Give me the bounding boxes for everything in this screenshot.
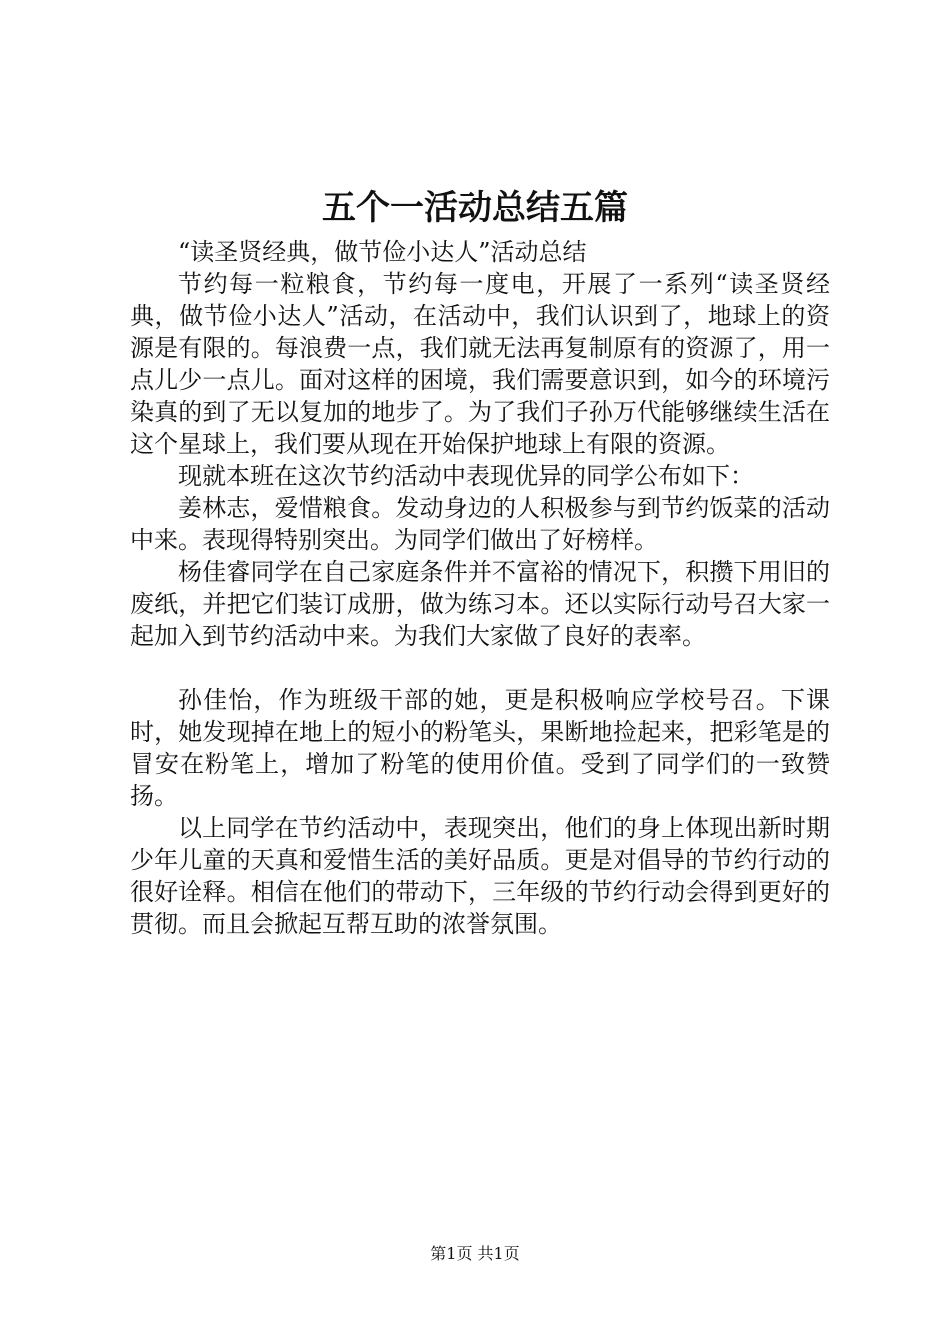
paragraph-student-1: 姜林志，爱惜粮食。发动身边的人积极参与到节约饭菜的活动中来。表现得特别突出。为同学们做出了好榜样。 bbox=[130, 494, 830, 554]
page-footer: 第1页 共1页 bbox=[430, 1244, 520, 1263]
paragraph-conclusion: 以上同学在节约活动中，表现突出，他们的身上体现出新时期少年儿童的天真和爱惜生活的美好品质。更是对倡导的节约行动的很好诠释。相信在他们的带动下，三年级的节约行动会得到更好的贯彻。而且会掀起互帮互助的浓誉氛围。 bbox=[130, 814, 830, 938]
paragraph-student-3: 孙佳怡，作为班级干部的她，更是积极响应学校号召。下课时，她发现掉在地上的短小的粉笔头，果断地捡起来，把彩笔是的冒安在粉笔上，增加了粉笔的使用价值。受到了同学们的一致赞扬。 bbox=[130, 686, 830, 810]
document-title: 五个一活动总结五篇 bbox=[322, 188, 628, 228]
paragraph-spacer bbox=[130, 652, 830, 684]
section-subtitle: “读圣贤经典，做节俭小达人”活动总结 bbox=[178, 238, 587, 266]
paragraph-intro: 节约每一粒粮食，节约每一度电，开展了一系列“读圣贤经典，做节俭小达人”活动，在活动中，我们认识到了，地球上的资源是有限的。每浪费一点，我们就无法再复制原有的资源了，用一点儿少一点儿。面对这样的困境，我们需要意识到，如今的环境污染真的到了无以复加的地步了。为了我们子孙万代能够继续生活在这个星球上，我们要从现在开始保护地球上有限的资源。 bbox=[130, 270, 830, 458]
paragraph-student-2: 杨佳睿同学在自己家庭条件并不富裕的情况下，积攒下用旧的废纸，并把它们装订成册，做为练习本。还以实际行动号召大家一起加入到节约活动中来。为我们大家做了良好的表率。 bbox=[130, 558, 830, 650]
document-body bbox=[130, 236, 830, 940]
paragraph-announcement: 现就本班在这次节约活动中表现优异的同学公布如下： bbox=[178, 462, 754, 490]
